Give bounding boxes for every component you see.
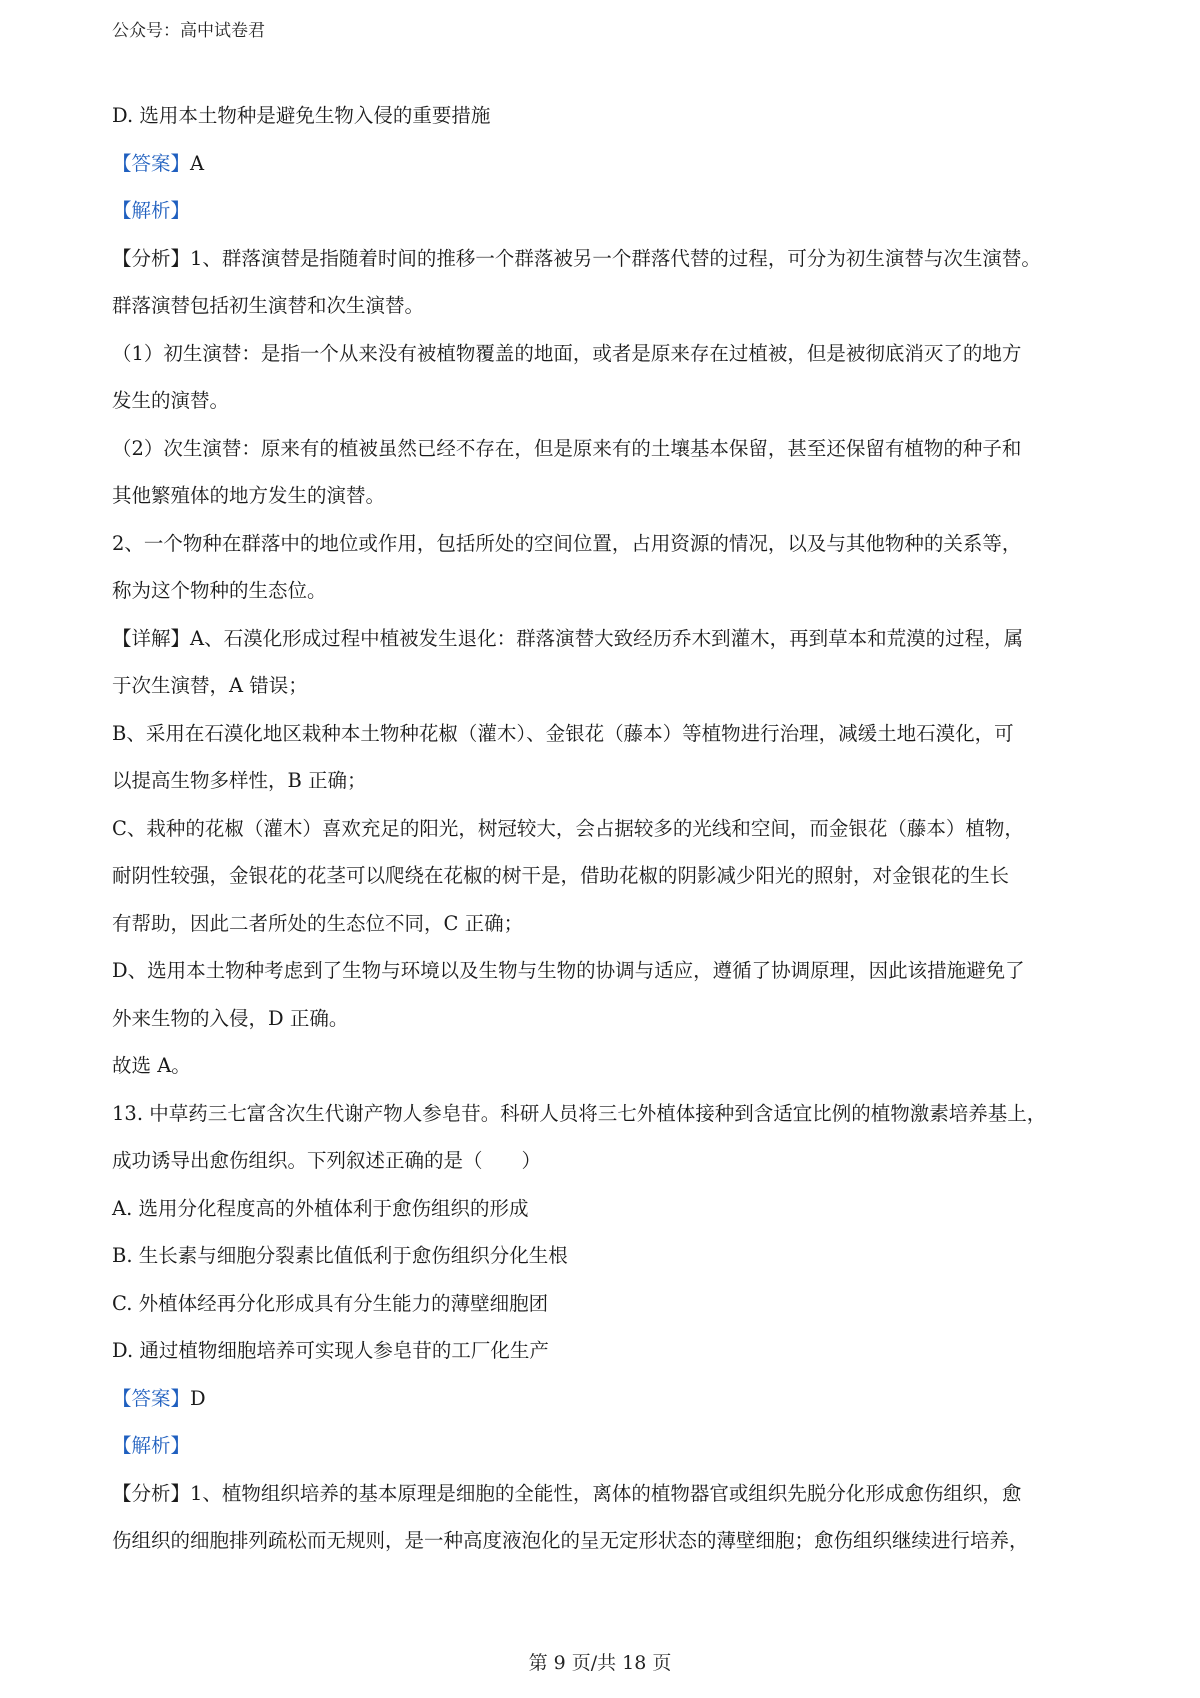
text-line: 有帮助，因此二者所处的生态位不同，C 正确； — [112, 911, 524, 935]
text-line: 耐阴性较强，金银花的花茎可以爬绕在花椒的树干是，借助花椒的阴影减少阳光的照射，对金银花的生长 — [112, 864, 1010, 887]
answer-line: 【答案】A — [112, 151, 205, 175]
text-line: 其他繁殖体的地方发生的演替。 — [112, 484, 386, 507]
question-13-stem: 13. 中草药三七富含次生代谢产物人参皂苷。科研人员将三七外植体接种到含适宜比例的植物激素培养基上， — [112, 1101, 1047, 1125]
text-line: B、采用在石漠化地区栽种本土物种花椒（灌木）、金银花（藤本）等植物进行治理，减缓土地石漠化，可 — [112, 721, 1014, 745]
text-line: 【分析】1、植物组织培养的基本原理是细胞的全能性，离体的植物器官或组织先脱分化形成愈伤组织，愈 — [112, 1481, 1022, 1505]
text-line: 外来生物的入侵，D 正确。 — [112, 1006, 349, 1030]
text-line: （1）初生演替：是指一个从来没有被植物覆盖的地面，或者是原来存在过植被，但是被彻底消灭了的地方 — [112, 341, 1022, 365]
text-line: C、栽种的花椒（灌木）喜欢充足的阳光，树冠较大，会占据较多的光线和空间，而金银花（藤本）植物， — [112, 816, 1024, 840]
answer-tag: 【答案】 — [112, 151, 191, 175]
text-line: 于次生演替，A 错误； — [112, 674, 308, 697]
text-line: 2、一个物种在群落中的地位或作用，包括所处的空间位置，占用资源的情况，以及与其他物种的关系等， — [112, 531, 1022, 555]
option-d: D. 通过植物细胞培养可实现人参皂苷的工厂化生产 — [112, 1339, 549, 1362]
option-c: C. 外植体经再分化形成具有分生能力的薄壁细胞团 — [112, 1291, 549, 1315]
option-d-line: D. 选用本土物种是避免生物入侵的重要措施 — [112, 104, 491, 127]
analysis-heading — [112, 187, 1112, 235]
text-line: 以提高生物多样性，B 正确； — [112, 769, 367, 792]
text-line: 发生的演替。 — [112, 389, 230, 412]
answer-tag: 【答案】 — [112, 1386, 191, 1410]
text-line: 群落演替包括初生演替和次生演替。 — [112, 294, 425, 317]
option-b: B. 生长素与细胞分裂素比值低利于愈伤组织分化生根 — [112, 1244, 568, 1267]
answer-line: 【答案】D — [112, 1386, 206, 1410]
document-body — [112, 92, 1112, 1565]
page-footer: 第 9 页/共 18 页 — [528, 1652, 672, 1674]
analysis-heading — [112, 1422, 1112, 1470]
text-line: 称为这个物种的生态位。 — [112, 579, 327, 602]
question-13-stem: 成功诱导出愈伤组织。下列叙述正确的是（ ） — [112, 1149, 542, 1172]
analysis-tag: 【解析】 — [112, 199, 191, 222]
text-line: 【详解】A、石漠化形成过程中植被发生退化：群落演替大致经历乔木到灌木，再到草本和荒漠的过程，属 — [112, 626, 1024, 650]
text-line: 故选 A。 — [112, 1054, 191, 1077]
text-line: 【分析】1、群落演替是指随着时间的推移一个群落被另一个群落代替的过程，可分为初生演替与次生演替。 — [112, 246, 1041, 270]
page-header: 公众号：高中试卷君 — [112, 21, 265, 41]
text-line: D、选用本土物种考虑到了生物与环境以及生物与生物的协调与适应，遵循了协调原理，因此该措施避免了 — [112, 959, 1025, 982]
text-line: 伤组织的细胞排列疏松而无规则，是一种高度液泡化的呈无定形状态的薄壁细胞；愈伤组织继续进行培养， — [112, 1529, 1029, 1552]
option-a: A. 选用分化程度高的外植体利于愈伤组织的形成 — [112, 1196, 529, 1220]
text-line: （2）次生演替：原来有的植被虽然已经不存在，但是原来有的土壤基本保留，甚至还保留有植物的种子和 — [112, 436, 1022, 460]
analysis-tag: 【解析】 — [112, 1434, 191, 1457]
